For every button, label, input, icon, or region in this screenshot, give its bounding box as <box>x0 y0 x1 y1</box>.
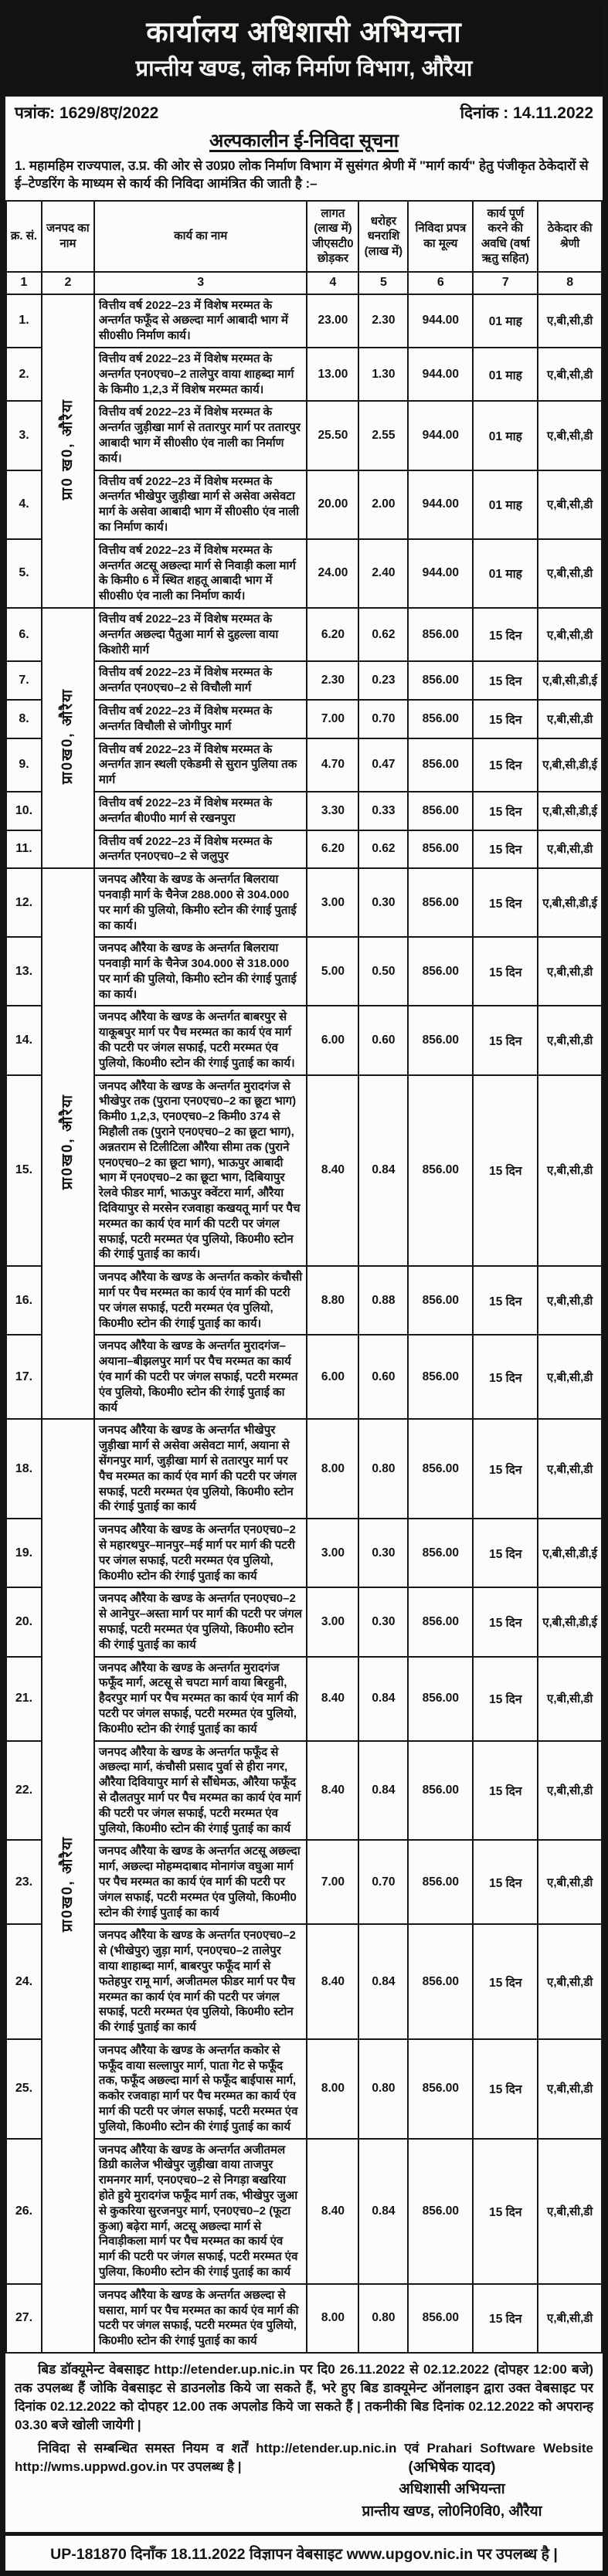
advertisement-reference: UP-181870 दिनाँक 18.11.2022 विज्ञापन वेबसाइट www.upgov.nic.in पर उपलब्ध है | <box>5 2532 603 2571</box>
work-name: जनपद औरैया के खण्ड के अन्तर्गत भीखेपुर जुड़ीखा मार्ग से असेवा असेवटा मार्ग, अयाना से सेंगनपुर मार्ग, जुड़ीखा मार्ग से ततारपुर मार्ग पर पैच मरम्मत का कार्य एंव मार्ग की पटरी पर जंगल सफाई, पटरी मरम्मत एंव पुलियो, कि0मी0 स्टोन की रंगाई पुताई का कार्य <box>94 1419 307 1519</box>
cost-lakh: 8.40 <box>307 2139 358 2284</box>
contractor-category: ए,बी,सी,डी <box>538 1266 602 1335</box>
serial-number: 26. <box>6 2139 42 2284</box>
table-row <box>6 700 602 738</box>
completion-period: 15 दिन <box>473 1519 538 1587</box>
contractor-category: ए,बी,सी,डी <box>538 1924 602 2039</box>
cost-lakh: 8.00 <box>307 1419 358 1519</box>
contractor-category: ए,बी,सी,डी <box>538 1335 602 1419</box>
cost-lakh: 6.20 <box>307 830 358 869</box>
completion-period: 15 दिन <box>473 1741 538 1841</box>
signature-block <box>324 2457 579 2523</box>
serial-number: 16. <box>6 1266 42 1335</box>
contractor-category: ए,बी,सी,डी,ई <box>538 1519 602 1587</box>
footer-notes <box>5 2354 603 2532</box>
column-number: 6 <box>408 272 473 294</box>
form-value: 944.00 <box>408 294 473 348</box>
contractor-category: ए,बी,सी,डी,ई <box>538 792 602 830</box>
completion-period: 15 दिन <box>473 868 538 937</box>
cost-lakh: 3.00 <box>307 868 358 937</box>
district-cell <box>42 608 94 868</box>
cost-lakh: 8.40 <box>307 1075 358 1267</box>
completion-period: 01 माह <box>473 539 538 608</box>
column-number: 5 <box>358 272 408 294</box>
form-value: 856.00 <box>408 1335 473 1419</box>
table-row <box>6 539 602 608</box>
serial-number: 25. <box>6 2039 42 2139</box>
completion-period: 15 दिन <box>473 1840 538 1924</box>
notice-title: अल्पकालीन ई-निविदा सूचना <box>209 130 399 151</box>
earnest-money: 2.55 <box>358 401 408 470</box>
work-name: वित्तीय वर्ष 2022–23 में विशेष मरम्मत के अन्तर्गत अछल्दा पैतुआ मार्ग से दुहल्ला वाया किशोरी मार्ग <box>94 608 307 661</box>
serial-number: 19. <box>6 1519 42 1587</box>
completion-period: 15 दिन <box>473 792 538 830</box>
form-value: 856.00 <box>408 937 473 1006</box>
completion-period: 15 दिन <box>473 2039 538 2139</box>
completion-period: 01 माह <box>473 294 538 348</box>
table-row <box>6 1075 602 1267</box>
contractor-category: ए,बी,सी,डी,ई <box>538 661 602 700</box>
cost-lakh: 8.80 <box>307 1266 358 1335</box>
earnest-money: 0.84 <box>358 1657 408 1741</box>
serial-number: 24. <box>6 1924 42 2039</box>
earnest-money: 0.50 <box>358 937 408 1006</box>
form-value: 944.00 <box>408 401 473 470</box>
contractor-category: ए,बी,सी,डी <box>538 470 602 539</box>
column-number: 3 <box>94 272 307 294</box>
earnest-money: 0.80 <box>358 2284 408 2353</box>
cost-lakh: 7.00 <box>307 700 358 738</box>
work-name: जनपद औरैया के खण्ड के अन्तर्गत एन0एच0–2 से महारथपुर–मानपुर–मई मार्ग पर मार्ग की पटरी पर जंगल सफाई, पटरी मरम्मत एंव पुलियो, कि0मी0 स्टोन की रंगाई पुताई का कार्य <box>94 1519 307 1587</box>
serial-number: 18. <box>6 1419 42 1519</box>
form-value: 856.00 <box>408 1075 473 1267</box>
earnest-money: 0.80 <box>358 1419 408 1519</box>
earnest-money: 0.70 <box>358 1840 408 1924</box>
table-row <box>6 2039 602 2139</box>
meta-row <box>5 97 603 124</box>
contractor-category: ए,बी,सी,डी <box>538 700 602 738</box>
contractor-category: ए,बी,सी,डी <box>538 2139 602 2284</box>
work-name: जनपद औरैया के खण्ड के अन्तर्गत बिलराया पनवाड़ी मार्ग के चैनेज 288.000 से 304.000 पर मार्ग की पुलियो, किमी0 स्टोन की रंगाई पुताई का कार्य। <box>94 868 307 937</box>
table-row <box>6 1587 602 1656</box>
signatory-name: (अभिषेक यादव) <box>408 2459 496 2476</box>
serial-number: 5. <box>6 539 42 608</box>
column-header: जनपद का नाम <box>42 201 94 272</box>
tender-table-body <box>6 294 602 2353</box>
column-header: कार्य पूर्ण करने की अवधि (वर्षा ऋतु सहित) <box>473 201 538 272</box>
work-name: जनपद औरैया के खण्ड के अन्तर्गत एन0एच0–2 से आनेपुर–अस्ता मार्ग पर मार्ग की पटरी पर जंगल सफाई, पटरी मरम्मत एंव पुलियो, कि0मी0 स्टोन की रंगाई पुताई का कार्य <box>94 1587 307 1656</box>
column-header: कार्य का नाम <box>94 201 307 272</box>
column-number: 8 <box>538 272 602 294</box>
work-name: जनपद औरैया के खण्ड के अन्तर्गत फफूँद से अछल्दा मार्ग, कंचौसी प्रसाद पुर्वा से हीरा नगर, औरैया दिवियापुर मार्ग से सौंधेमऊ, औरैया फफूँद से दौलतपुर मार्ग पर पैच मरम्मत का कार्य एंव मार्ग की पटरी पर जंगल सफाई, पटरी मरम्मत एंव पुलियो, कि0मी0 स्टोन की रंगाई पुताई का कार्य <box>94 1741 307 1841</box>
earnest-money: 2.30 <box>358 294 408 348</box>
contractor-category: ए,बी,सी,डी,ई <box>538 1587 602 1656</box>
form-value: 856.00 <box>408 2139 473 2284</box>
completion-period: 15 दिन <box>473 1266 538 1335</box>
form-value: 856.00 <box>408 1519 473 1587</box>
form-value: 856.00 <box>408 1657 473 1741</box>
work-name: वित्तीय वर्ष 2022–23 में विशेष मरम्मत के अन्तर्गत फफूँद से अछल्दा मार्ग आबादी भाग में सी0सी0 निर्माण कार्य। <box>94 294 307 348</box>
contractor-category: ए,बी,सी,डी <box>538 539 602 608</box>
district-cell <box>42 294 94 608</box>
work-name: वित्तीय वर्ष 2022–23 में विशेष मरम्मत के अन्तर्गत जुड़ीखा मार्ग से ततारपुर मार्ग पर ततारपुर आबादी भाग में सी0सी0 एंव नाली का निर्माण कार्य। <box>94 401 307 470</box>
cost-lakh: 24.00 <box>307 539 358 608</box>
table-row <box>6 1840 602 1924</box>
table-row <box>6 1924 602 2039</box>
contractor-category: ए,बी,सी,डी <box>538 1006 602 1074</box>
table-header-row <box>6 201 602 272</box>
notice-date: दिनांक : 14.11.2022 <box>460 104 593 122</box>
earnest-money: 0.33 <box>358 792 408 830</box>
contractor-category: ए,बी,सी,डी <box>538 830 602 869</box>
contractor-category: ए,बी,सी,डी <box>538 294 602 348</box>
cost-lakh: 6.00 <box>307 1335 358 1419</box>
form-value: 856.00 <box>408 661 473 700</box>
table-row <box>6 1335 602 1419</box>
table-row <box>6 792 602 830</box>
work-name: वित्तीय वर्ष 2022–23 में विशेष मरम्मत के अन्तर्गत भीखेपुर जुड़ीखा मार्ग से असेवा असेवटा मार्ग के असेवा आबादी भाग में सी0सी0 एंव नाली का निर्माण कार्य। <box>94 470 307 539</box>
completion-period: 15 दिन <box>473 1075 538 1267</box>
column-header: क्र. सं. <box>6 201 42 272</box>
earnest-money: 0.62 <box>358 608 408 661</box>
earnest-money: 0.84 <box>358 1075 408 1267</box>
completion-period: 01 माह <box>473 470 538 539</box>
cost-lakh: 6.20 <box>307 608 358 661</box>
serial-number: 11. <box>6 830 42 869</box>
work-name: वित्तीय वर्ष 2022–23 में विशेष मरम्मत के अन्तर्गत एन0एच0–2 से विचौली मार्ग <box>94 661 307 700</box>
tender-table-head <box>6 201 602 294</box>
cost-lakh: 3.00 <box>307 1587 358 1656</box>
earnest-money: 0.47 <box>358 738 408 792</box>
signatory-division: प्रान्तीय खण्ड, लो0नि0वि0, औरैया <box>362 2503 542 2520</box>
table-row <box>6 868 602 937</box>
form-value: 856.00 <box>408 1924 473 2039</box>
earnest-money: 0.70 <box>358 700 408 738</box>
contractor-category: ए,बी,सी,डी <box>538 1657 602 1741</box>
cost-lakh: 7.00 <box>307 1840 358 1924</box>
cost-lakh: 8.40 <box>307 1657 358 1741</box>
serial-number: 12. <box>6 868 42 937</box>
cost-lakh: 3.00 <box>307 1519 358 1587</box>
form-value: 856.00 <box>408 1741 473 1841</box>
column-header: ठेकेदार की श्रेणी <box>538 201 602 272</box>
column-header: निविदा प्रपत्र का मूल्य <box>408 201 473 272</box>
district-label: प्रा0ख0, औरैया <box>59 1094 76 1190</box>
cost-lakh: 20.00 <box>307 470 358 539</box>
completion-period: 15 दिन <box>473 937 538 1006</box>
earnest-money: 0.30 <box>358 868 408 937</box>
earnest-money: 0.30 <box>358 1587 408 1656</box>
district-cell <box>42 1419 94 2353</box>
table-row <box>6 1266 602 1335</box>
contractor-category: ए,बी,सी,डी,ई <box>538 868 602 937</box>
table-row <box>6 2139 602 2284</box>
serial-number: 23. <box>6 1840 42 1924</box>
completion-period: 15 दिन <box>473 1419 538 1519</box>
contractor-category: ए,बी,सी,डी <box>538 2039 602 2139</box>
column-number: 1 <box>6 272 42 294</box>
work-name: वित्तीय वर्ष 2022–23 में विशेष मरम्मत के अन्तर्गत एन0एच0–2 तालेपुर वाया शाहब्दा मार्ग के किमी0 1,2,3 में विशेष मरम्मत कार्य। <box>94 348 307 401</box>
table-row <box>6 294 602 348</box>
form-value: 856.00 <box>408 830 473 869</box>
completion-period: 15 दिन <box>473 830 538 869</box>
table-row <box>6 608 602 661</box>
completion-period: 15 दिन <box>473 700 538 738</box>
district-label: प्रा0 ख0, औरैया <box>59 398 76 500</box>
completion-period: 15 दिन <box>473 2139 538 2284</box>
contractor-category: ए,बी,सी,डी <box>538 348 602 401</box>
form-value: 856.00 <box>408 792 473 830</box>
table-row <box>6 830 602 869</box>
serial-number: 1. <box>6 294 42 348</box>
form-value: 944.00 <box>408 470 473 539</box>
form-value: 856.00 <box>408 1840 473 1924</box>
column-number: 2 <box>42 272 94 294</box>
completion-period: 01 माह <box>473 401 538 470</box>
column-header: लागत (लाख में) जीएसटी0 छोड़कर <box>307 201 358 272</box>
cost-lakh: 2.30 <box>307 661 358 700</box>
serial-number: 20. <box>6 1587 42 1656</box>
table-row <box>6 1741 602 1841</box>
earnest-money: 0.30 <box>358 1519 408 1587</box>
serial-number: 27. <box>6 2284 42 2353</box>
form-value: 856.00 <box>408 2039 473 2139</box>
completion-period: 15 दिन <box>473 1657 538 1741</box>
serial-number: 8. <box>6 700 42 738</box>
district-cell <box>42 868 94 1419</box>
table-row <box>6 2284 602 2353</box>
completion-period: 15 दिन <box>473 2284 538 2353</box>
cost-lakh: 23.00 <box>307 294 358 348</box>
earnest-money: 0.60 <box>358 1335 408 1419</box>
contractor-category: ए,बी,सी,डी <box>538 1075 602 1267</box>
form-value: 856.00 <box>408 608 473 661</box>
work-name: जनपद औरैया के खण्ड के अन्तर्गत ककोर कंचौसी मार्ग पर पैच मरम्मत का कार्य एंव मार्ग की पटरी पर जंगल सफाई, पटरी मरम्मत एंव पुलियो, कि0मी0 स्टोन की रंगाई पुताई का कार्य। <box>94 1266 307 1335</box>
cost-lakh: 4.70 <box>307 738 358 792</box>
division-name: प्रान्तीय खण्ड, लोक निर्माण विभाग, औरैया <box>135 56 473 82</box>
serial-number: 6. <box>6 608 42 661</box>
serial-number: 7. <box>6 661 42 700</box>
contractor-category: ए,बी,सी,डी <box>538 1741 602 1841</box>
table-row <box>6 1006 602 1074</box>
cost-lakh: 5.00 <box>307 937 358 1006</box>
form-value: 856.00 <box>408 700 473 738</box>
serial-number: 4. <box>6 470 42 539</box>
form-value: 944.00 <box>408 348 473 401</box>
cost-lakh: 8.00 <box>307 2284 358 2353</box>
table-row <box>6 401 602 470</box>
column-header: धरोहर धनराशि (लाख में) <box>358 201 408 272</box>
cost-lakh: 8.00 <box>307 2039 358 2139</box>
cost-lakh: 8.40 <box>307 1924 358 2039</box>
completion-period: 15 दिन <box>473 738 538 792</box>
work-name: जनपद औरैया के खण्ड के अन्तर्गत मुरादगंज फफूँद मार्ग, अटसू से चपटा मार्ग वाया बिरहुनी, हैदरपुर मार्ग पर पैच मरम्मत का कार्य एंव मार्ग की पटरी पर जंगल सफाई, पटरी मरम्मत एंव पुलियो, कि0मी0 स्टोन की रंगाई पुताई का कार्य <box>94 1657 307 1741</box>
work-name: जनपद औरैया के खण्ड के अन्तर्गत बिलराया पनवाड़ी मार्ग के चैनेज 304.000 से 318.000 पर मार्ग की पुलियो, किमी0 स्टोन की रंगाई पुताई का कार्य। <box>94 937 307 1006</box>
form-value: 856.00 <box>408 1587 473 1656</box>
contractor-category: ए,बी,सी,डी,ई <box>538 738 602 792</box>
work-name: जनपद औरैया के खण्ड के अन्तर्गत बाबरपुर से याकूबपुर मार्ग पर पैच मरम्मत का कार्य एंव मार्ग की पटरी पर जंगल सफाई, पटरी मरम्मत एंव पुलियो, कि0मी0 स्टोन की रंगाई पुताई का कार्य। <box>94 1006 307 1074</box>
table-row <box>6 1657 602 1741</box>
completion-period: 15 दिन <box>473 1006 538 1074</box>
form-value: 856.00 <box>408 1266 473 1335</box>
work-name: वित्तीय वर्ष 2022–23 में विशेष मरम्मत के अन्तर्गत बी0पी0 मार्ग से रखनपुरा <box>94 792 307 830</box>
column-number: 4 <box>307 272 358 294</box>
completion-period: 15 दिन <box>473 1924 538 2039</box>
earnest-money: 0.84 <box>358 1741 408 1841</box>
table-row <box>6 470 602 539</box>
serial-number: 17. <box>6 1335 42 1419</box>
work-name: जनपद औरैया के खण्ड के अन्तर्गत अछल्दा से घसारा, मार्ग पर पैच मरम्मत का कार्य एंव मार्ग की पटरी पर जंगल सफाई, पटरी मरम्मत एंव पुलियो, कि0मी0 स्टोन की रंगाई पुताई का कार्य <box>94 2284 307 2353</box>
work-name: वित्तीय वर्ष 2022–23 में विशेष मरम्मत के अन्तर्गत अटसू अछल्दा मार्ग से निवाड़ी कला मार्ग के किमी0 6 में स्थित शहतू आबादी भाग में सी0सी0 एंव नाली का निर्माण कार्य। <box>94 539 307 608</box>
table-row <box>6 937 602 1006</box>
earnest-money: 2.40 <box>358 539 408 608</box>
serial-number: 9. <box>6 738 42 792</box>
terms-note: निविदा से सम्बन्धित समस्त नियम व शर्तें http://etender.up.nic.in एवं Prahari Software Website http://wms.uppwd.gov.in पर उपलब्ध है | <box>15 2440 593 2474</box>
completion-period: 15 दिन <box>473 1587 538 1656</box>
table-row <box>6 1419 602 1519</box>
serial-number: 3. <box>6 401 42 470</box>
earnest-money: 1.30 <box>358 348 408 401</box>
serial-number: 10. <box>6 792 42 830</box>
form-value: 856.00 <box>408 868 473 937</box>
work-name: जनपद औरैया के खण्ड के अन्तर्गत अजीतमल डिग्री कालेज भीखेपुर जुड़ीखा वाया ताजपुर रामनगर मार्ग, एन0एच0–2 से निगड़ा बखरिया होते हुये मुरादगंज फफूँद मार्ग तक, भीखेपुर जुआ से कुकरिया सुरजनपुर मार्ग, एन0एच0–2 (फूटा कुआ) बढ़ेरा मार्ग, अटसू अछल्दा मार्ग से निवाड़ीकला मार्ग पर पैच मरम्मत का कार्य एंव मार्ग की पटरी पर जंगल सफाई, पटरी मरम्मत एंव पुलिया, कि0मी0 स्टोन की रंगाई पुताई का कार्य <box>94 2139 307 2284</box>
district-label: प्रा0ख0, औरैया <box>59 687 76 785</box>
serial-number: 15. <box>6 1075 42 1267</box>
cost-lakh: 13.00 <box>307 348 358 401</box>
intro-paragraph: 1. महामहिम राज्यपाल, उ.प्र. की ओर से उ0प्र0 लोक निर्माण विभाग में सुसंगत श्रेणी में "मार्ग कार्य" हेतु पंजीकृत ठेकेदारों से ई–टेण्डरिंग के माध्यम से कार्य की निविदा आमंत्रित की जाती है :– <box>15 158 589 191</box>
serial-number: 21. <box>6 1657 42 1741</box>
bid-document-note: बिड डॉक्यूमेन्ट वेबसाइट http://etender.up.nic.in पर दि0 26.11.2022 से 02.12.2022 (दोपहर 12:00 बजे) तक उपलब्ध हैं जोकि वेबसाइट से डाउनलोड किये जा सकते हैं, भरे हुए बिड डाक्यूमेन्ट ऑनलाइन द्वारा उक्त वेबसाइट पर दिनांक 02.12.2022 को दोपहर 12.00 तक अपलोड किये जा सकते हैं | तकनीकी बिड दिनांक 02.12.2022 को अपरान्ह 03.30 बजे खोली जायेगी | <box>15 2362 593 2433</box>
district-label: प्रा0ख0, औरैया <box>59 1836 76 1933</box>
tender-table <box>5 200 603 2354</box>
cost-lakh: 6.00 <box>307 1006 358 1074</box>
serial-number: 2. <box>6 348 42 401</box>
form-value: 856.00 <box>408 1419 473 1519</box>
column-number-row <box>6 272 602 294</box>
contractor-category: ए,बी,सी,डी <box>538 2284 602 2353</box>
form-value: 944.00 <box>408 539 473 608</box>
earnest-money: 0.84 <box>358 1924 408 2039</box>
serial-number: 13. <box>6 937 42 1006</box>
serial-number: 22. <box>6 1741 42 1841</box>
cost-lakh: 25.50 <box>307 401 358 470</box>
contractor-category: ए,बी,सी,डी <box>538 401 602 470</box>
contractor-category: ए,बी,सी,डी <box>538 608 602 661</box>
signatory-designation: अधिशासी अभियन्ता <box>399 2481 505 2498</box>
earnest-money: 0.88 <box>358 1266 408 1335</box>
contractor-category: ए,बी,सी,डी <box>538 937 602 1006</box>
work-name: जनपद औरैया के खण्ड के अन्तर्गत मुरादगंज–अयाना–बीझलपुर मार्ग पर पैच मरम्मत का कार्य एंव मार्ग की पटरी पर जंगल सफाई, पटरी मरम्मत एंव पुलियो, कि0मी0 स्टोन की रंगाई पुताई का कार्य <box>94 1335 307 1419</box>
letter-number: पत्रांक: 1629/8ए/2022 <box>15 104 159 122</box>
contractor-category: ए,बी,सी,डी <box>538 1419 602 1519</box>
form-value: 856.00 <box>408 738 473 792</box>
earnest-money: 0.80 <box>358 2039 408 2139</box>
work-name: जनपद औरैया के खण्ड के अन्तर्गत ककोर से फफूँद वाया सल्लापुर मार्ग, पाता गेट से फफूँद तक, फफूँद अछल्दा मार्ग से फफूँद बाईपास मार्ग, ककोर रजवाहा मार्ग पर पैच मरम्मत का कार्य एंव मार्ग की पटरी पर जंगल सफाई, पटरी मरम्मत एंव पुलियो, कि0मी0 स्टोन की रंगाई पुताई का कार्य <box>94 2039 307 2139</box>
table-row <box>6 661 602 700</box>
work-name: जनपद औरैया के खण्ड के अन्तर्गत अटसू अछल्दा मार्ग, अछल्दा मोहम्मदाबाद मोनागंज वघुआ मार्ग पर पैच मरम्मत का कार्य एंव मार्ग की पटरी पर जंगल सफाई, पटरी मरम्मत एंव पुलियो, कि0मी0 स्टोन की रंगाई पुताई का कार्य <box>94 1840 307 1924</box>
office-name: कार्यालय अधिशासी अभियन्ता <box>146 16 462 48</box>
earnest-money: 0.60 <box>358 1006 408 1074</box>
contractor-category: ए,बी,सी,डी <box>538 1840 602 1924</box>
work-name: वित्तीय वर्ष 2022–23 में विशेष मरम्मत के अन्तर्गत ज्ञान स्थली एकेडमी से सुरान पुलिया तक मार्ग <box>94 738 307 792</box>
column-number: 7 <box>473 272 538 294</box>
earnest-money: 0.23 <box>358 661 408 700</box>
completion-period: 01 माह <box>473 348 538 401</box>
completion-period: 15 दिन <box>473 608 538 661</box>
cost-lakh: 8.40 <box>307 1741 358 1841</box>
work-name: वित्तीय वर्ष 2022–23 में विशेष मरम्मत के अन्तर्गत विचौली से जोगीपुर मार्ग <box>94 700 307 738</box>
table-row <box>6 348 602 401</box>
earnest-money: 2.00 <box>358 470 408 539</box>
completion-period: 15 दिन <box>473 1335 538 1419</box>
earnest-money: 0.62 <box>358 830 408 869</box>
table-row <box>6 738 602 792</box>
earnest-money: 0.84 <box>358 2139 408 2284</box>
cost-lakh: 3.30 <box>307 792 358 830</box>
work-name: जनपद औरैया के खण्ड के अन्तर्गत एन0एच0–2 से (भीखेपुर) जुड़ा मार्ग, एन0एच0–2 तालेपुर वाया शाहाब्दा मार्ग, बाबरपुर फफूँद मार्ग से फतेहपुर रामू मार्ग, अजीतमल फीडर मार्ग पर पैच मरम्मत का कार्य एंव मार्ग की पटरी पर जंगल सफाई, पटरी मरम्मत एंव पुलियो, कि0मी0 स्टोन की रंगाई पुताई का कार्य <box>94 1924 307 2039</box>
work-name: जनपद औरैया के खण्ड के अन्तर्गत मुरादगंज से भीखेपुर तक (पुराना एन0एच0–2 का छूटा भाग) किमी0 1,2,3, एन0एच0–2 किमी0 374 से मिहौली तक (पुराने एन0एच0–2 का छूटा भाग), अन्नतराम से टिलीटिला औरैया सीमा तक (पुराने एन0एच0–2 का छूटा भाग), भाऊपुर आबादी भाग में एन0एच0–2 का छूटा भाग, दिबियापुर रेलवे फीडर मार्ग, भाऊपुर क्वेंटरा मार्ग, औरैया दिवियापुर से मरसेन रजवाहा कखयतू मार्ग पर पैच मरम्मत का कार्य एंव मार्ग की पटरी पर जंगल सफाई, पटरी मरम्मत एंव पुलियो, कि0मी0 स्टोन की रंगाई पुताई का कार्य। <box>94 1075 307 1267</box>
serial-number: 14. <box>6 1006 42 1074</box>
completion-period: 15 दिन <box>473 661 538 700</box>
table-row <box>6 1519 602 1587</box>
form-value: 856.00 <box>408 2284 473 2353</box>
form-value: 856.00 <box>408 1006 473 1074</box>
office-header-banner <box>5 5 603 97</box>
work-name: वित्तीय वर्ष 2022–23 में विशेष मरम्मत के अन्तर्गत एन0एच0–2 से जलुपुर <box>94 830 307 869</box>
